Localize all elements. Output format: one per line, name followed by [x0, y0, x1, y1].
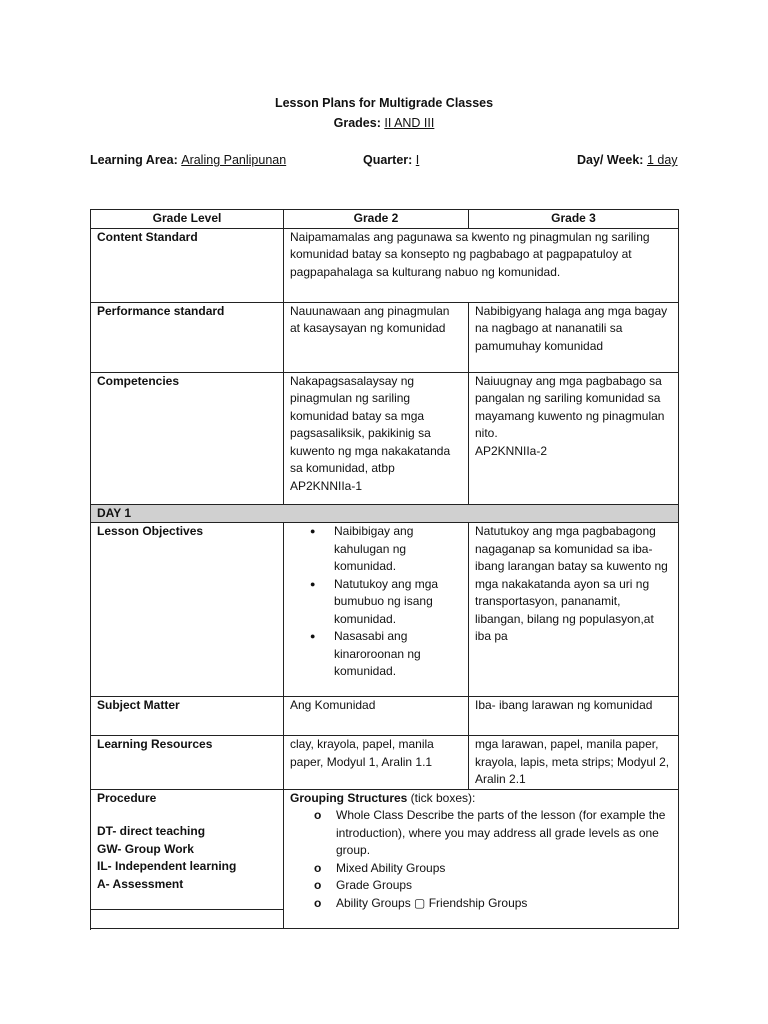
competencies-grade2-code: AP2KNNIIa-1: [290, 478, 363, 493]
learning-area-label: Learning Area:: [90, 153, 182, 167]
competencies-grade3: [469, 372, 679, 504]
procedure-dt: DT- direct teaching: [97, 824, 206, 838]
table-continuation-border: [90, 909, 284, 930]
lesson-objectives-grade2: [284, 523, 469, 697]
document-title: Lesson Plans for Multigrade Classes: [274, 96, 494, 110]
day-week: [577, 153, 678, 167]
grades-line: [0, 116, 768, 130]
header-row: [91, 210, 679, 229]
learning-area: [90, 153, 286, 167]
day-row: [91, 504, 679, 523]
competencies-grade2: [284, 372, 469, 504]
learning-resources-row: [91, 736, 679, 790]
procedure-a: A- Assessment: [97, 876, 184, 891]
subject-matter-grade3: Iba- ibang larawan ng komunidad: [469, 697, 679, 736]
subject-matter-grade2: Ang Komunidad: [284, 697, 469, 736]
performance-standard-grade3: Nabibigyang halaga ang mga bagay na nagbago at nananatili sa pamumuhay komunidad: [469, 302, 679, 372]
competencies-grade3-code: AP2KNNIIa-2: [475, 443, 548, 458]
competencies-grade3-text: Naiuugnay ang mga pagbabago sa pangalan ng sariling komunidad sa mayamang kuwento ng pinagmulan nito.: [475, 373, 665, 440]
procedure-il: IL- Independent learning: [97, 859, 237, 873]
grouping-options: [290, 807, 672, 912]
competencies-row: [91, 372, 679, 504]
quarter-value: I: [415, 153, 420, 167]
procedure-row: [91, 789, 679, 928]
dayweek-label: Day/ Week:: [577, 153, 647, 167]
objective-item: ● Natutukoy ang mga bumubuo ng isang komunidad.: [334, 576, 462, 629]
objectives-list: [290, 523, 462, 681]
lesson-objectives-grade3: Natutukoy ang mga pagbabagong nagaganap sa komunidad sa iba-ibang larangan batay sa kuwento ng mga nakakatanda ayon sa uri ng transportasyon, pananamit, libangan, bilang ng populasyon,at iba pa: [469, 523, 679, 697]
grouping-option[interactable]: o Grade Groups: [336, 877, 672, 895]
content-standard-row: [91, 228, 679, 302]
grouping-option[interactable]: o Mixed Ability Groups: [336, 860, 672, 878]
performance-standard-label: Performance standard: [91, 302, 284, 372]
quarter: [363, 153, 419, 167]
learning-area-value: Araling Panlipunan: [181, 153, 287, 167]
grouping-option[interactable]: o Whole Class Describe the parts of the lesson (for example the introduction), where you may address all grade levels as one group.: [336, 807, 672, 860]
objective-item: ● Naibibigay ang kahulugan ng komunidad.: [334, 523, 462, 576]
header-grade-3: Grade 3: [469, 210, 679, 229]
quarter-label: Quarter:: [363, 153, 416, 167]
lesson-plan-table: [90, 209, 679, 929]
content-standard-label: Content Standard: [91, 228, 284, 302]
procedure-gw: GW- Group Work: [97, 841, 194, 856]
header-grade-2: Grade 2: [284, 210, 469, 229]
procedure-cell: [91, 789, 284, 928]
performance-standard-grade2: Nauunawaan ang pinagmulan at kasaysayan ng komunidad: [284, 302, 469, 372]
grouping-note: (tick boxes):: [407, 790, 476, 805]
learning-resources-label: Learning Resources: [91, 736, 284, 790]
lesson-objectives-row: [91, 523, 679, 697]
lesson-objectives-label: Lesson Objectives: [91, 523, 284, 697]
procedure-label: Procedure: [97, 790, 157, 805]
subject-matter-label: Subject Matter: [91, 697, 284, 736]
competencies-grade2-text: Nakapagsasalaysay ng pinagmulan ng sariling komunidad batay sa mga pagsasaliksik, pakikinig sa kuwento ng mga nakakatanda sa komunidad, atbp: [290, 373, 451, 475]
learning-resources-grade2: clay, krayola, papel, manila paper, Modyul 1, Aralin 1.1: [284, 736, 469, 790]
learning-resources-grade3: mga larawan, papel, manila paper, krayola, lapis, meta strips; Modyul 2, Aralin 2.1: [469, 736, 679, 790]
grouping-structures-cell: [284, 789, 679, 928]
grades-label: Grades:: [333, 116, 385, 130]
competencies-label: Competencies: [91, 372, 284, 504]
grades-value: II AND III: [384, 116, 435, 130]
objective-item: ● Nasasabi ang kinaroroonan ng komunidad.: [334, 628, 462, 681]
performance-standard-row: [91, 302, 679, 372]
header-grade-level: Grade Level: [91, 210, 284, 229]
grouping-option[interactable]: o Ability Groups ▢ Friendship Groups: [336, 895, 672, 913]
content-standard-text: Naipamamalas ang pagunawa sa kwento ng pinagmulan ng sariling komunidad batay sa konsepto ng pagbabago at pagpapatuloy at pagpapahalaga sa kulturang nabuo ng komunidad.: [284, 228, 679, 302]
grouping-title: Grouping Structures: [290, 790, 408, 805]
dayweek-value: 1 day: [646, 153, 678, 167]
day-label: DAY 1: [91, 504, 679, 523]
subject-matter-row: [91, 697, 679, 736]
